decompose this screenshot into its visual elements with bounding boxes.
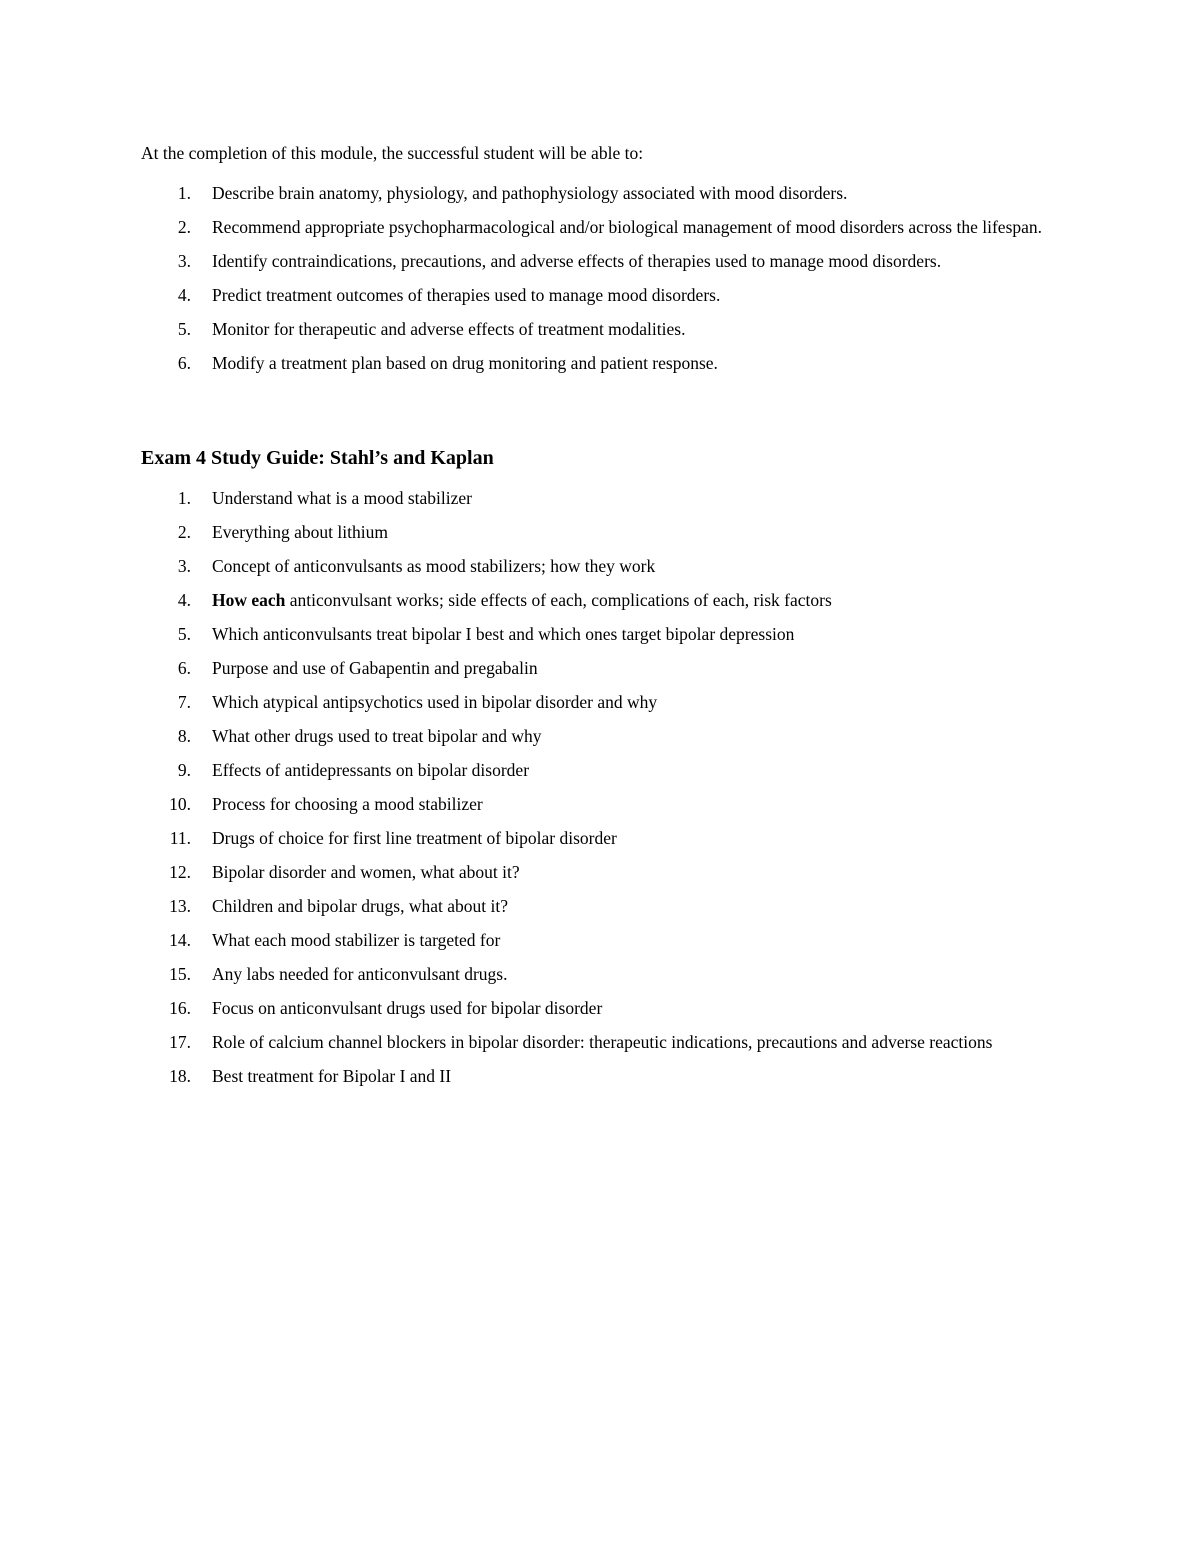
list-number: 2.	[177, 217, 191, 237]
list-text: Understand what is a mood stabilizer	[212, 488, 473, 508]
list-text: Predict treatment outcomes of therapies used to manage mood disorders.	[212, 285, 721, 305]
list-item	[0, 549, 1200, 583]
list-text: Concept of anticonvulsants as mood stabilizers; how they work	[212, 556, 656, 576]
list-text: Focus on anticonvulsant drugs used for bipolar disorder	[212, 998, 603, 1018]
list-item	[0, 753, 1200, 787]
list-text-rest: anticonvulsant works; side effects of each, complications of each, risk factors	[285, 590, 832, 610]
list-number: 3.	[177, 251, 191, 271]
list-number: 12.	[169, 862, 191, 882]
list-number: 9.	[177, 760, 191, 780]
list-number: 1.	[177, 183, 191, 203]
intro-text: At the completion of this module, the successful student will be able to:	[141, 143, 644, 163]
list-text: Identify contraindications, precautions, and adverse effects of therapies used to manage mood disorders.	[212, 251, 942, 271]
list-text: Process for choosing a mood stabilizer	[212, 794, 483, 814]
list-number: 17.	[169, 1032, 191, 1052]
list-text: What each mood stabilizer is targeted for	[212, 930, 501, 950]
list-number: 4.	[177, 285, 191, 305]
list-number: 8.	[177, 726, 191, 746]
list-number: 14.	[169, 930, 191, 950]
list-item	[0, 855, 1200, 889]
list-number: 10.	[169, 794, 191, 814]
list-item	[0, 787, 1200, 821]
list-item	[0, 685, 1200, 719]
list-item	[0, 312, 1200, 346]
list-number: 7.	[177, 692, 191, 712]
list-item	[0, 889, 1200, 923]
list-text: Recommend appropriate psychopharmacological and/or biological management of mood disorders across the lifespan.	[212, 217, 1043, 237]
list-text: Children and bipolar drugs, what about it?	[212, 896, 508, 916]
list-item	[0, 617, 1200, 651]
list-number: 3.	[177, 556, 191, 576]
list-number: 16.	[169, 998, 191, 1018]
list-item	[0, 346, 1200, 380]
list-text: Purpose and use of Gabapentin and pregabalin	[212, 658, 538, 678]
list-number: 15.	[169, 964, 191, 984]
list-item	[0, 719, 1200, 753]
list-item	[0, 244, 1200, 278]
list-text: Modify a treatment plan based on drug monitoring and patient response.	[212, 353, 718, 373]
list-item	[0, 923, 1200, 957]
list-item	[0, 515, 1200, 549]
list-item	[0, 176, 1200, 210]
list-text: Effects of antidepressants on bipolar disorder	[212, 760, 530, 780]
list-text: Describe brain anatomy, physiology, and pathophysiology associated with mood disorders.	[212, 183, 848, 203]
list-number: 5.	[177, 319, 191, 339]
list-item	[0, 1025, 1200, 1059]
section-heading: Exam 4 Study Guide: Stahl’s and Kaplan	[141, 447, 494, 469]
list-text: Monitor for therapeutic and adverse effects of treatment modalities.	[212, 319, 686, 339]
list-item	[0, 1059, 1200, 1093]
list-number: 11.	[169, 828, 191, 848]
list-item	[0, 278, 1200, 312]
list-number: 2.	[177, 522, 191, 542]
list-number: 1.	[177, 488, 191, 508]
list-number: 5.	[177, 624, 191, 644]
list-item	[0, 821, 1200, 855]
list-number: 6.	[177, 353, 191, 373]
list-text: Role of calcium channel blockers in bipolar disorder: therapeutic indications, precautions and adverse reactions	[212, 1032, 993, 1052]
list-item	[0, 583, 1200, 617]
list-text: Best treatment for Bipolar I and II	[212, 1066, 452, 1086]
list-text: Which anticonvulsants treat bipolar I best and which ones target bipolar depression	[212, 624, 795, 644]
list-text: Everything about lithium	[212, 522, 388, 542]
list-item	[0, 991, 1200, 1025]
list-item	[0, 651, 1200, 685]
list-number: 13.	[169, 896, 191, 916]
list-number: 4.	[177, 590, 191, 610]
list-number: 18.	[169, 1066, 191, 1086]
list-text: Bipolar disorder and women, what about it?	[212, 862, 520, 882]
list-item	[0, 957, 1200, 991]
list-text: Any labs needed for anticonvulsant drugs.	[212, 964, 508, 984]
list-item	[0, 210, 1200, 244]
list-text: Which atypical antipsychotics used in bipolar disorder and why	[212, 692, 658, 712]
list-text: Drugs of choice for first line treatment of bipolar disorder	[212, 828, 617, 848]
list-text: What other drugs used to treat bipolar and why	[212, 726, 542, 746]
list-text	[212, 583, 1062, 617]
bold-emphasis: How each	[212, 590, 286, 610]
objectives-list	[0, 176, 1200, 380]
list-item	[0, 481, 1200, 515]
study-guide-list	[0, 481, 1200, 1093]
list-number: 6.	[177, 658, 191, 678]
